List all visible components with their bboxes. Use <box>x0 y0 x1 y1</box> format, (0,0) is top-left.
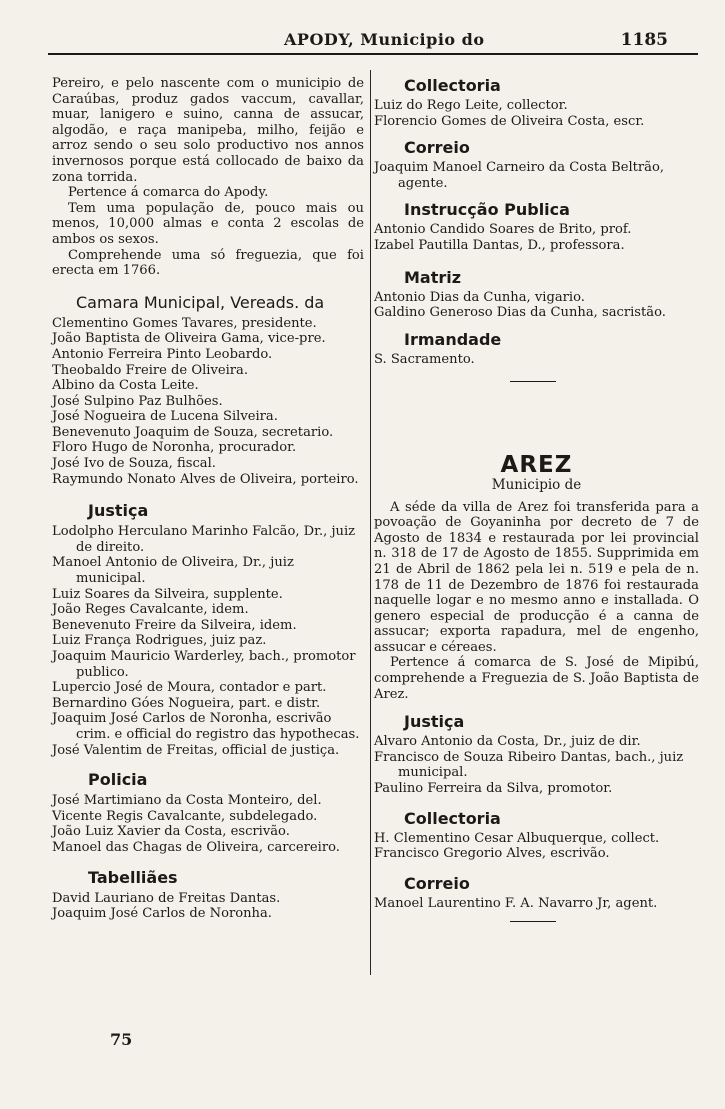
list-item: Albino da Costa Leite. <box>52 378 199 394</box>
collectoria-heading: Collectoria <box>404 76 501 95</box>
comarca-paragraph: Pertence á comarca do Apody. <box>68 185 269 201</box>
instruccao-heading: Instrucção Publica <box>404 200 570 220</box>
list-item: Manoel Antonio de Oliveira, Dr., juiz municipal. <box>52 555 294 587</box>
list-item: Raymundo Nonato Alves de Oliveira, porteiro. <box>52 471 359 487</box>
list-item: José Ivo de Souza, fiscal. <box>52 456 216 472</box>
section-rule <box>510 381 556 382</box>
list-item: Manoel Laurentino F. A. Navarro Jr, agent. <box>374 895 658 911</box>
list-item: Benevenuto Freire da Silveira, idem. <box>52 617 297 633</box>
arez-title: AREZ <box>500 452 573 479</box>
list-item: José Martimiano da Costa Monteiro, del. <box>52 793 322 809</box>
right-column <box>374 76 699 922</box>
header-rule <box>48 53 698 55</box>
list-item: Lodolpho Herculano Marinho Falcão, Dr., juiz de direito. <box>52 524 356 555</box>
list-item: Bernardino Góes Nogueira, part. e distr. <box>52 695 321 711</box>
running-title: APODY, Municipio do <box>284 30 485 49</box>
list-item: Francisco de Souza Ribeiro Dantas, bach., juiz municipal. <box>374 749 684 781</box>
list-item: Antonio Candido Soares de Brito, prof. <box>374 222 632 238</box>
parish-paragraph: Comprehende uma só freguezia, que foi erecta em 1766. <box>52 247 364 279</box>
justica-heading: Justiça <box>88 501 149 521</box>
list-item: Luiz Soares da Silveira, supplente. <box>52 586 283 602</box>
list-item: João Luiz Xavier da Costa, escrivão. <box>52 824 290 840</box>
list-item: Floro Hugo de Noronha, procurador. <box>52 440 297 456</box>
list-item: Izabel Pautilla Dantas, D., professora. <box>374 237 625 253</box>
arez-comarca-paragraph: Pertence á comarca de S. José de Mipibú, comprehende a Freguezia de S. João Baptista de Arez. <box>374 655 699 702</box>
arez-history-paragraph: A séde da villa de Arez foi transferida para a povoação de Goyaninha por decreto de 7 de Agosto de 1834 e restaurada por lei provincial n. 318 de 17 de Agosto de 1855. Supprimida em 21 de Abril de 1862 pela lei n. 519 e pela de n. 178 de 11 de Dezembro de 1876 foi restaurada naquelle logar e no mesmo anno e installada. O genero especial de producção é a canna de assucar; exporta rapadura, mel de engenho, assucar e céreaes. <box>374 499 699 655</box>
list-item: Paulino Ferreira da Silva, promotor. <box>374 781 613 797</box>
list-item: José Valentim de Freitas, official de justiça. <box>52 742 340 758</box>
list-item: H. Clementino Cesar Albuquerque, collect. <box>374 830 660 846</box>
policia-list <box>52 793 364 855</box>
page-header <box>48 30 698 54</box>
list-item: Luiz do Rego Leite, collector. <box>374 98 568 113</box>
policia-heading: Policia <box>88 770 148 790</box>
list-item: Joaquim José Carlos de Noronha. <box>52 906 272 922</box>
arez-correio-heading: Correio <box>404 873 470 893</box>
camara-list <box>52 316 364 488</box>
list-item: Joaquim Mauricio Warderley, bach., promotor publico. <box>52 649 356 680</box>
column-divider <box>370 70 371 975</box>
irmandade-heading: Irmandade <box>404 329 502 349</box>
section-rule <box>510 921 556 922</box>
list-item: José Sulpino Paz Bulhões. <box>52 393 223 409</box>
list-item: João Reges Cavalcante, idem. <box>52 602 249 618</box>
list-item: Joaquim José Carlos de Noronha, escrivão crim. e official do registro das hypothecas. <box>52 711 360 742</box>
arez-justica-heading: Justiça <box>404 712 465 732</box>
list-item: Lupercio José de Moura, contador e part. <box>52 680 327 696</box>
list-item: David Lauriano de Freitas Dantas. <box>52 890 281 906</box>
list-item: Florencio Gomes de Oliveira Costa, escr. <box>374 113 645 129</box>
population-paragraph: Tem uma população de, pouco mais ou menos, 10,000 almas e conta 2 escolas de ambos os sexos. <box>52 200 364 247</box>
list-item: Antonio Ferreira Pinto Leobardo. <box>52 346 273 362</box>
list-item: Theobaldo Freire de Oliveira. <box>52 362 249 378</box>
signature-mark: 75 <box>110 1030 133 1049</box>
list-item: Alvaro Antonio da Costa, Dr., juiz de dir. <box>374 734 641 750</box>
list-item: Benevenuto Joaquim de Souza, secretario. <box>52 424 334 440</box>
list-item: Manoel das Chagas de Oliveira, carcereiro. <box>52 839 340 855</box>
list-item: Vicente Regis Cavalcante, subdelegado. <box>52 808 318 824</box>
list-item: Joaquim Manoel Carneiro da Costa Beltrão, agente. <box>374 160 665 191</box>
tabelliaes-list <box>52 891 364 922</box>
left-column <box>52 76 364 922</box>
list-item: Clementino Gomes Tavares, presidente. <box>52 315 317 331</box>
page-number: 1185 <box>620 30 668 50</box>
list-item: José Nogueira de Lucena Silveira. <box>52 409 278 425</box>
tabelliaes-heading: Tabelliães <box>88 867 178 887</box>
list-item: S. Sacramento. <box>374 351 475 367</box>
intro-paragraph: Pereiro, e pelo nascente com o municipio de Caraúbas, produz gados vaccum, cavallar, muar, lanigero e suino, canna de assucar, algodão, e raça manipeba, milho, feijão e arroz sendo o seu solo productivo nos annos invernosos porque está collocado de baixo da zona torrida. <box>52 76 364 185</box>
matriz-heading: Matriz <box>404 267 462 287</box>
camara-heading: Camara Municipal, Vereads. da <box>76 292 325 312</box>
list-item: Antonio Dias da Cunha, vigario. <box>374 289 585 305</box>
list-item: João Baptista de Oliveira Gama, vice-pre. <box>52 331 326 347</box>
arez-collectoria-heading: Collectoria <box>404 808 501 828</box>
list-item: Francisco Gregorio Alves, escrivão. <box>374 846 610 862</box>
list-item: Galdino Generoso Dias da Cunha, sacristão. <box>374 305 666 321</box>
correio-heading: Correio <box>404 138 470 158</box>
list-item: Luiz França Rodrigues, juiz paz. <box>52 633 267 649</box>
arez-subtitle: Municipio de <box>491 476 582 493</box>
justica-list <box>52 524 364 758</box>
